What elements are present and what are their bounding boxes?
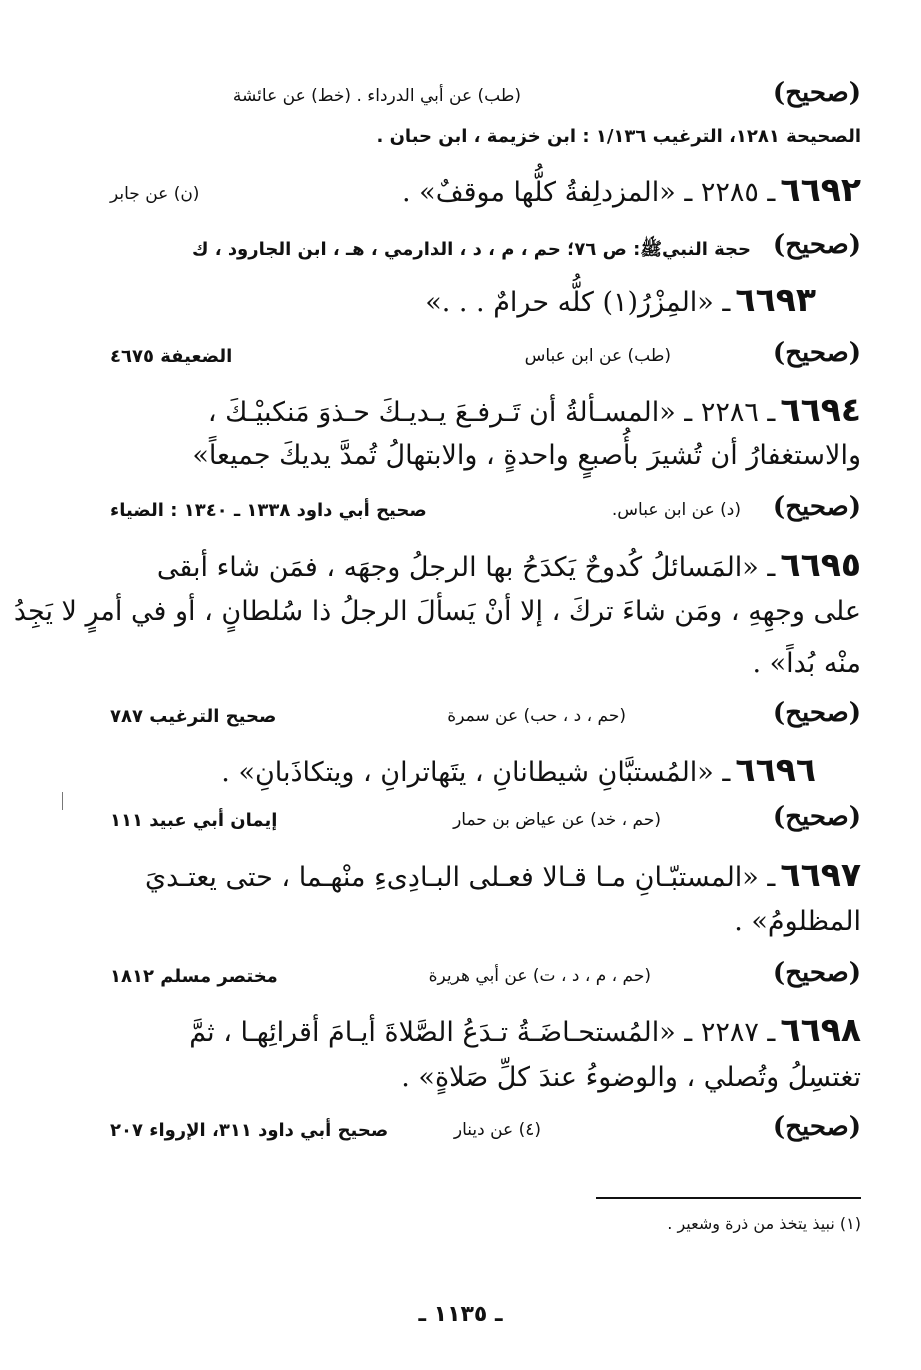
hadith-text: ـ «المَسائلُ كُدوحٌ يَكدَحُ بها الرجلُ وجهَه ، فمَن شاء أبقى bbox=[156, 552, 776, 583]
hadith-6695-line-3 bbox=[110, 648, 861, 679]
hadith-6697-grade-row bbox=[110, 958, 861, 998]
grade-label: (صحيح) bbox=[772, 492, 861, 522]
footnote-divider bbox=[596, 1197, 861, 1199]
hadith-6696-grade-row bbox=[110, 802, 861, 842]
hadith-6698-line bbox=[110, 1010, 861, 1049]
hadith-number: ٦٦٩٢ bbox=[780, 170, 861, 209]
hadith-text: تغتسِلُ وتُصلي ، والوضوءُ عندَ كلِّ صَلاةٍ» . bbox=[401, 1062, 861, 1093]
hadith-text: ـ ٢٢٨٦ ـ «المسـألةُ أن تَـرفـعَ يـديـكَ حـذوَ مَنكبيْـكَ ، bbox=[207, 397, 776, 428]
grade-label: (صحيح) bbox=[772, 1112, 861, 1142]
hadith-6693-line bbox=[110, 280, 816, 319]
hadith-number: ٦٦٩٥ bbox=[780, 545, 861, 584]
reference-text: الضعيفة ٤٦٧٥ bbox=[110, 346, 233, 367]
hadith-number: ٦٦٩٦ bbox=[735, 750, 816, 789]
grade-label: (صحيح) bbox=[772, 230, 861, 260]
source-text: (طب) عن أبي الدرداء . (خط) عن عائشة bbox=[232, 86, 521, 106]
hadith-number: ٦٦٩٧ bbox=[780, 855, 861, 894]
reference-text: صحيح الترغيب ٧٨٧ bbox=[110, 706, 277, 727]
hadith-text: ـ «المِزْرُ(١) كلُّه حرامٌ . . .» bbox=[425, 287, 731, 318]
source-text: (حم ، م ، د ، ت) عن أبي هريرة bbox=[428, 966, 651, 986]
top-grade-row bbox=[110, 78, 861, 118]
grade-label: (صحيح) bbox=[772, 958, 861, 988]
hadith-6698-line-2 bbox=[110, 1062, 861, 1093]
source-text: (طب) عن ابن عباس bbox=[524, 346, 671, 366]
hadith-6698-grade-row bbox=[110, 1112, 861, 1152]
reference-text: حجة النبيﷺ: ص ٧٦؛ حم ، م ، د ، الدارمي ، هـ ، ابن الجارود ، ك bbox=[191, 239, 751, 260]
hadith-text: على وجهِهِ ، ومَن شاءَ تركَ ، إلا أنْ يَسألَ الرجلُ ذا سُلطانٍ ، أو في أمرٍ لا يَجِدُ bbox=[13, 596, 861, 627]
reference-text: صحيح أبي داود ١٣٣٨ ـ ١٣٤٠ : الضياء bbox=[110, 500, 427, 521]
hadith-6693-grade-row bbox=[110, 338, 861, 378]
grade-label: (صحيح) bbox=[772, 698, 861, 728]
hadith-6695-line bbox=[110, 545, 861, 584]
page-number: ـ ١١٣٥ ـ bbox=[418, 1302, 503, 1327]
hadith-text: ـ ٢٢٨٧ ـ «المُستحـاضَـةُ تـدَعُ الصَّلاةَ أيـامَ أقرائِهـا ، ثمَّ bbox=[189, 1017, 776, 1048]
footnote: (١) نبيذ يتخذ من ذرة وشعير . bbox=[667, 1214, 861, 1233]
hadith-text: المظلومُ» . bbox=[734, 906, 861, 937]
hadith-6694-line bbox=[110, 390, 861, 429]
hadith-6696-line bbox=[110, 750, 816, 789]
hadith-6694-line-2 bbox=[110, 440, 861, 471]
source-text: (حم ، خد) عن عياض بن حمار bbox=[453, 810, 661, 830]
grade-label: (صحيح) bbox=[772, 78, 861, 108]
hadith-6697-line bbox=[110, 855, 861, 894]
hadith-6695-grade-row bbox=[110, 698, 861, 738]
source-text: (حم ، د ، حب) عن سمرة bbox=[447, 706, 626, 726]
hadith-text: والاستغفارُ أن تُشيرَ بأُصبعٍ واحدةٍ ، والابتهالُ تُمدَّ يديكَ جميعاً» bbox=[192, 440, 861, 471]
source-text: (ن) عن جابر bbox=[110, 184, 200, 204]
hadith-6692-grade-row bbox=[110, 230, 861, 270]
hadith-6697-line-2 bbox=[110, 906, 861, 937]
hadith-text: منْه بُداً» . bbox=[752, 648, 861, 679]
hadith-6695-line-2 bbox=[13, 596, 861, 627]
hadith-text: ـ «المُستبَّانِ شيطانانِ ، يتَهاترانِ ، ويتكاذَبانِ» . bbox=[221, 757, 731, 788]
source-text: (٤) عن دينار bbox=[453, 1120, 541, 1140]
grade-label: (صحيح) bbox=[772, 338, 861, 368]
hadith-text: ـ «المستبّـانِ مـا قـالا فعـلى البـادِىءِ منْهـما ، حتى يعتـديَ bbox=[145, 862, 776, 893]
hadith-6694-grade-row bbox=[110, 492, 861, 532]
hadith-number: ٦٦٩٨ bbox=[780, 1010, 861, 1049]
margin-mark bbox=[62, 792, 63, 810]
grade-label: (صحيح) bbox=[772, 802, 861, 832]
reference-text: مختصر مسلم ١٨١٢ bbox=[110, 966, 278, 987]
reference-text: إيمان أبي عبيد ١١١ bbox=[110, 810, 278, 831]
hadith-number: ٦٦٩٣ bbox=[735, 280, 816, 319]
reference-text: صحيح أبي داود ٣١١، الإرواء ٢٠٧ bbox=[110, 1120, 389, 1141]
source-text: (د) عن ابن عباس. bbox=[611, 500, 741, 520]
hadith-6692-line bbox=[110, 170, 861, 209]
hadith-number: ٦٦٩٤ bbox=[780, 390, 861, 429]
top-reference: الصحيحة ١٢٨١، الترغيب ١/١٣٦ : ابن خزيمة ، ابن حبان . bbox=[376, 126, 861, 147]
hadith-text: ـ ٢٢٨٥ ـ «المزدلِفةُ كلُّها موقفٌ» . bbox=[402, 177, 776, 208]
